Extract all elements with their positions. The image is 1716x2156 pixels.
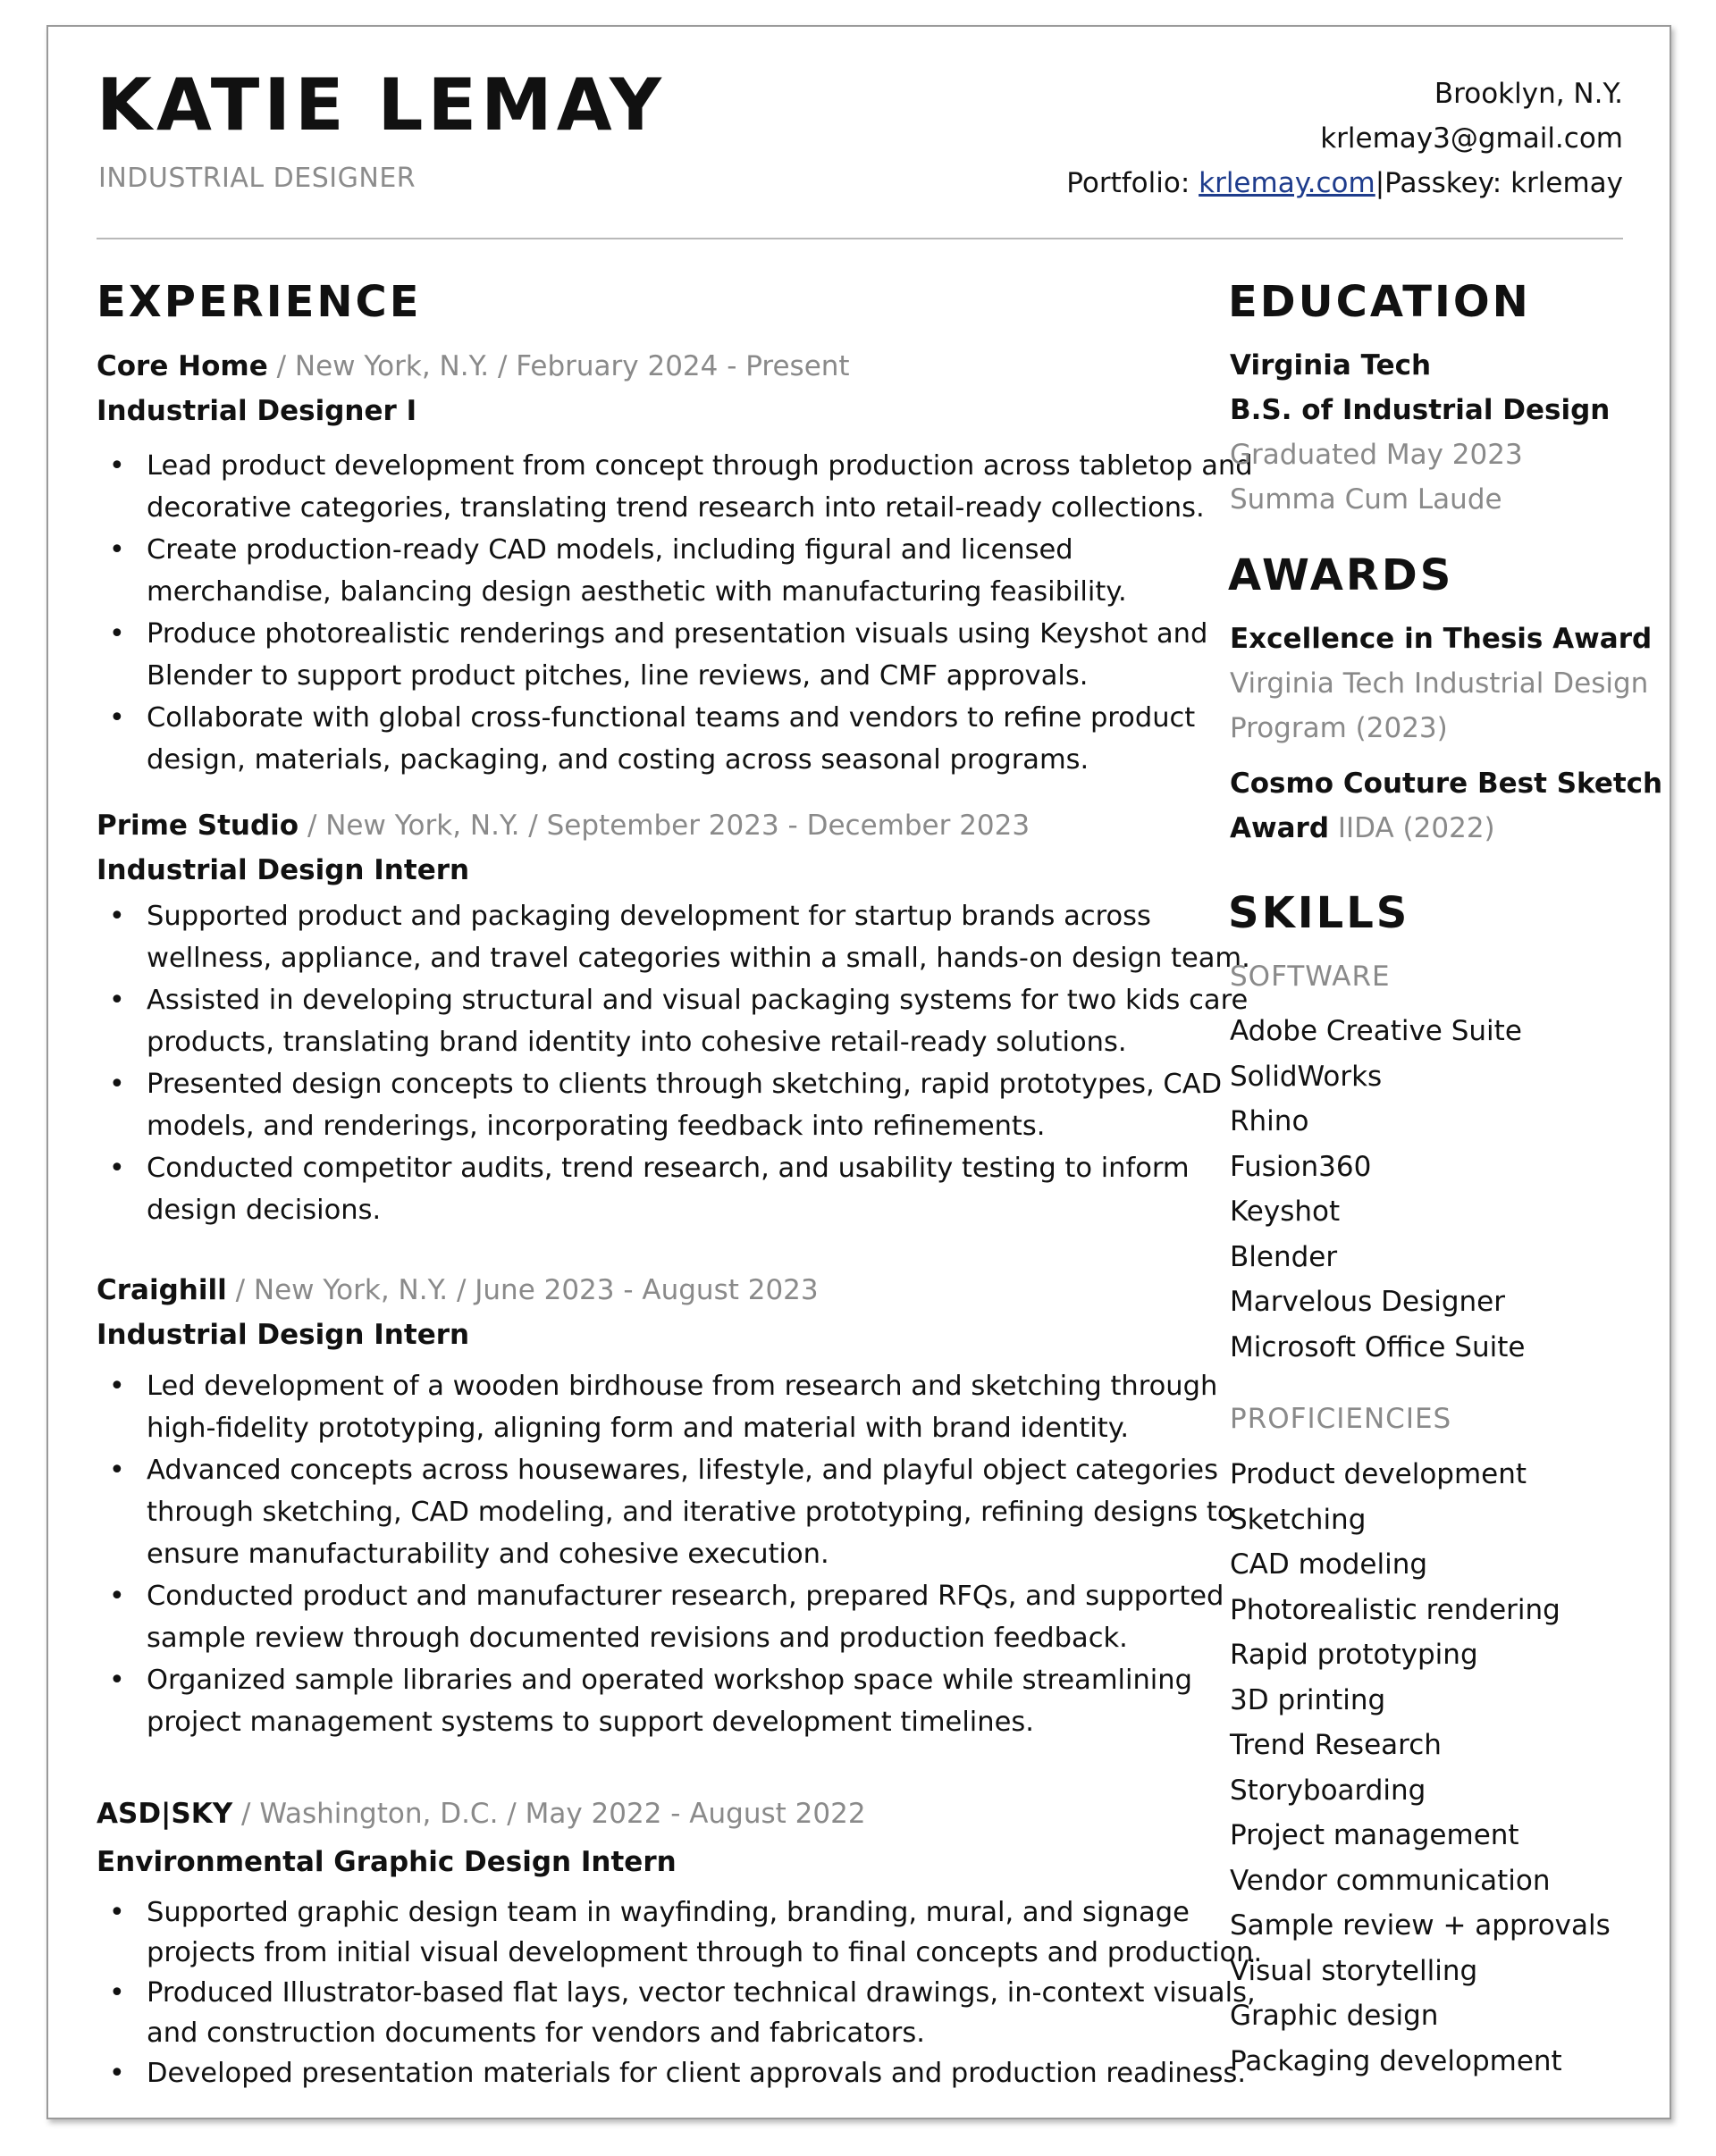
skill-item: Storyboarding bbox=[1230, 1774, 1426, 1807]
job-role: Environmental Graphic Design Intern bbox=[97, 1846, 677, 1878]
candidate-title: INDUSTRIAL DESIGNER bbox=[98, 163, 416, 194]
skill-item: Sample review + approvals bbox=[1230, 1909, 1611, 1942]
education-honors: Summa Cum Laude bbox=[1230, 483, 1502, 516]
job-header bbox=[97, 1271, 1205, 1310]
bullet-dot: • bbox=[109, 1665, 125, 1696]
job-entry bbox=[97, 347, 1253, 781]
skill-item: Photorealistic rendering bbox=[1230, 1593, 1560, 1626]
proficiencies-heading: PROFICIENCIES bbox=[1230, 1403, 1452, 1435]
education-heading: EDUCATION bbox=[1228, 277, 1531, 327]
experience-heading: EXPERIENCE bbox=[97, 277, 422, 327]
company-name: Core Home bbox=[97, 350, 268, 382]
job-bullets bbox=[97, 1365, 1234, 1743]
education-degree: B.S. of Industrial Design bbox=[1230, 394, 1611, 426]
bullet-dot: • bbox=[109, 702, 125, 734]
skill-item: Vendor communication bbox=[1230, 1864, 1551, 1897]
bullet-dot: • bbox=[109, 618, 125, 650]
skill-item: Adobe Creative Suite bbox=[1230, 1015, 1522, 1047]
skill-item: Microsoft Office Suite bbox=[1230, 1330, 1526, 1363]
bullet-item: • Assisted in developing structural and visual packaging systems for two kids care products, translating brand identity into cohesive retail-ready solutions. bbox=[97, 979, 1205, 1063]
job-entry bbox=[97, 1794, 1263, 2093]
bullet-dot: • bbox=[109, 1977, 125, 2009]
education-graduated: Graduated May 2023 bbox=[1230, 439, 1523, 471]
contact-portfolio-line bbox=[1066, 161, 1623, 206]
bullet-item: • Collaborate with global cross-functional teams and vendors to refine product design, materials, packaging, and costing across seasonal programs. bbox=[97, 697, 1205, 781]
bullet-item: • Conducted product and manufacturer research, prepared RFQs, and supported sample review through documented revisions and production feedback. bbox=[97, 1575, 1205, 1659]
job-meta: / Washington, D.C. / May 2022 - August 2022 bbox=[232, 1798, 866, 1830]
bullet-dot: • bbox=[109, 1069, 125, 1100]
bullet-item: • Supported graphic design team in wayfinding, branding, mural, and signage projects from initial visual development through to final concepts and production. bbox=[97, 1892, 1205, 1973]
company-name: Craighill bbox=[97, 1274, 227, 1306]
bullet-dot: • bbox=[109, 901, 125, 932]
award-title: Cosmo Couture Best Sketch bbox=[1230, 768, 1663, 800]
skill-item: Trend Research bbox=[1230, 1729, 1442, 1761]
bullet-dot: • bbox=[109, 1581, 125, 1612]
skill-item: Product development bbox=[1230, 1458, 1527, 1490]
job-meta: / New York, N.Y. / June 2023 - August 2023 bbox=[226, 1274, 819, 1306]
bullet-item: • Lead product development from concept through production across tabletop and decorative categories, translating trend research into retail-ready collections. bbox=[97, 445, 1205, 529]
job-role: Industrial Design Intern bbox=[97, 1319, 470, 1351]
bullet-dot: • bbox=[109, 985, 125, 1016]
bullet-item: • Developed presentation materials for client approvals and production readiness. bbox=[97, 2053, 1205, 2093]
job-bullets bbox=[97, 445, 1253, 781]
bullet-dot: • bbox=[109, 450, 125, 482]
bullet-dot: • bbox=[109, 1455, 125, 1486]
bullet-item: • Led development of a wooden birdhouse from research and sketching through high-fidelity prototyping, aligning form and material with brand identity. bbox=[97, 1365, 1205, 1449]
bullet-dot: • bbox=[109, 2058, 125, 2089]
award-detail: Virginia Tech Industrial Design bbox=[1230, 667, 1649, 700]
contact-email[interactable]: krlemay3@gmail.com bbox=[1320, 122, 1623, 155]
skill-item: Packaging development bbox=[1230, 2044, 1562, 2077]
skill-item: Blender bbox=[1230, 1240, 1338, 1273]
skill-item: Fusion360 bbox=[1230, 1150, 1372, 1183]
bullet-item: • Presented design concepts to clients through sketching, rapid prototypes, CAD models, and renderings, incorporating feedback into refinements. bbox=[97, 1063, 1205, 1147]
job-meta: / New York, N.Y. / February 2024 - Present bbox=[267, 350, 850, 382]
skill-item: Visual storytelling bbox=[1230, 1954, 1478, 1987]
skill-item: CAD modeling bbox=[1230, 1548, 1428, 1581]
job-role: Industrial Design Intern bbox=[97, 854, 470, 886]
company-name: ASD|SKY bbox=[97, 1798, 233, 1830]
contact-location: Brooklyn, N.Y. bbox=[1434, 78, 1623, 110]
bullet-item: • Supported product and packaging development for startup brands across wellness, appliance, and travel categories within a small, hands-on design team. bbox=[97, 895, 1205, 979]
software-list bbox=[1230, 1009, 1525, 1370]
skill-item: Rapid prototyping bbox=[1230, 1639, 1478, 1671]
skills-heading: SKILLS bbox=[1228, 888, 1410, 938]
job-header bbox=[97, 1794, 1205, 1833]
skill-item: Graphic design bbox=[1230, 2000, 1439, 2032]
resume-page bbox=[46, 25, 1671, 2119]
job-header bbox=[97, 347, 1205, 386]
skill-item: Rhino bbox=[1230, 1105, 1309, 1137]
proficiencies-list bbox=[1230, 1452, 1611, 2084]
bullet-item: • Create production-ready CAD models, including figural and licensed merchandise, balancing design aesthetic with manufacturing feasibility. bbox=[97, 529, 1205, 613]
job-meta: / New York, N.Y. / September 2023 - December 2023 bbox=[299, 810, 1030, 842]
awards-heading: AWARDS bbox=[1228, 550, 1454, 600]
header-divider bbox=[97, 238, 1623, 239]
job-role: Industrial Designer I bbox=[97, 395, 417, 427]
bullet-item: • Organized sample libraries and operated workshop space while streamlining project management systems to support development timelines. bbox=[97, 1659, 1205, 1743]
job-bullets bbox=[97, 1892, 1263, 2093]
portfolio-label: Portfolio: bbox=[1066, 167, 1199, 199]
skill-item: SolidWorks bbox=[1230, 1060, 1383, 1093]
bullet-item: • Conducted competitor audits, trend research, and usability testing to inform design decisions. bbox=[97, 1147, 1205, 1231]
bullet-dot: • bbox=[109, 1897, 125, 1928]
award-detail: Program (2023) bbox=[1230, 712, 1448, 744]
job-entry bbox=[97, 806, 1250, 1231]
bullet-item: • Produce photorealistic renderings and presentation visuals using Keyshot and Blender to support product pitches, line reviews, and CMF approvals. bbox=[97, 613, 1205, 697]
skill-item: Project management bbox=[1230, 1819, 1519, 1851]
skill-item: Marvelous Designer bbox=[1230, 1286, 1505, 1318]
skill-item: Sketching bbox=[1230, 1503, 1367, 1536]
contact-block bbox=[1066, 71, 1623, 206]
passkey-text: Passkey: krlemay bbox=[1384, 167, 1623, 199]
skill-item: 3D printing bbox=[1230, 1683, 1386, 1716]
awards-block bbox=[1230, 617, 1662, 851]
bullet-dot: • bbox=[109, 534, 125, 566]
portfolio-link[interactable]: krlemay.com bbox=[1199, 167, 1375, 199]
education-school: Virginia Tech bbox=[1230, 349, 1432, 382]
candidate-name: KATIE LEMAY bbox=[97, 63, 666, 147]
company-name: Prime Studio bbox=[97, 810, 299, 842]
award-title-line2: Award IIDA (2022) bbox=[1230, 812, 1495, 844]
bullet-item: • Produced Illustrator-based flat lays, vector technical drawings, in-context visuals, and construction documents for vendors and fabricators. bbox=[97, 1973, 1205, 2053]
bullet-dot: • bbox=[109, 1371, 125, 1402]
software-heading: SOFTWARE bbox=[1230, 961, 1391, 993]
contact-separator: | bbox=[1375, 167, 1385, 199]
job-entry bbox=[97, 1271, 1234, 1743]
bullet-item: • Advanced concepts across housewares, lifestyle, and playful object categories through sketching, CAD modeling, and iterative prototyping, refining designs to ensure manufacturability and cohesive execution. bbox=[97, 1449, 1205, 1575]
education-block bbox=[1230, 343, 1610, 522]
bullet-dot: • bbox=[109, 1153, 125, 1184]
award-title: Excellence in Thesis Award bbox=[1230, 623, 1653, 655]
job-bullets bbox=[97, 895, 1250, 1231]
award-detail: IIDA (2022) bbox=[1329, 812, 1495, 844]
skill-item: Keyshot bbox=[1230, 1195, 1341, 1228]
job-header bbox=[97, 806, 1205, 845]
